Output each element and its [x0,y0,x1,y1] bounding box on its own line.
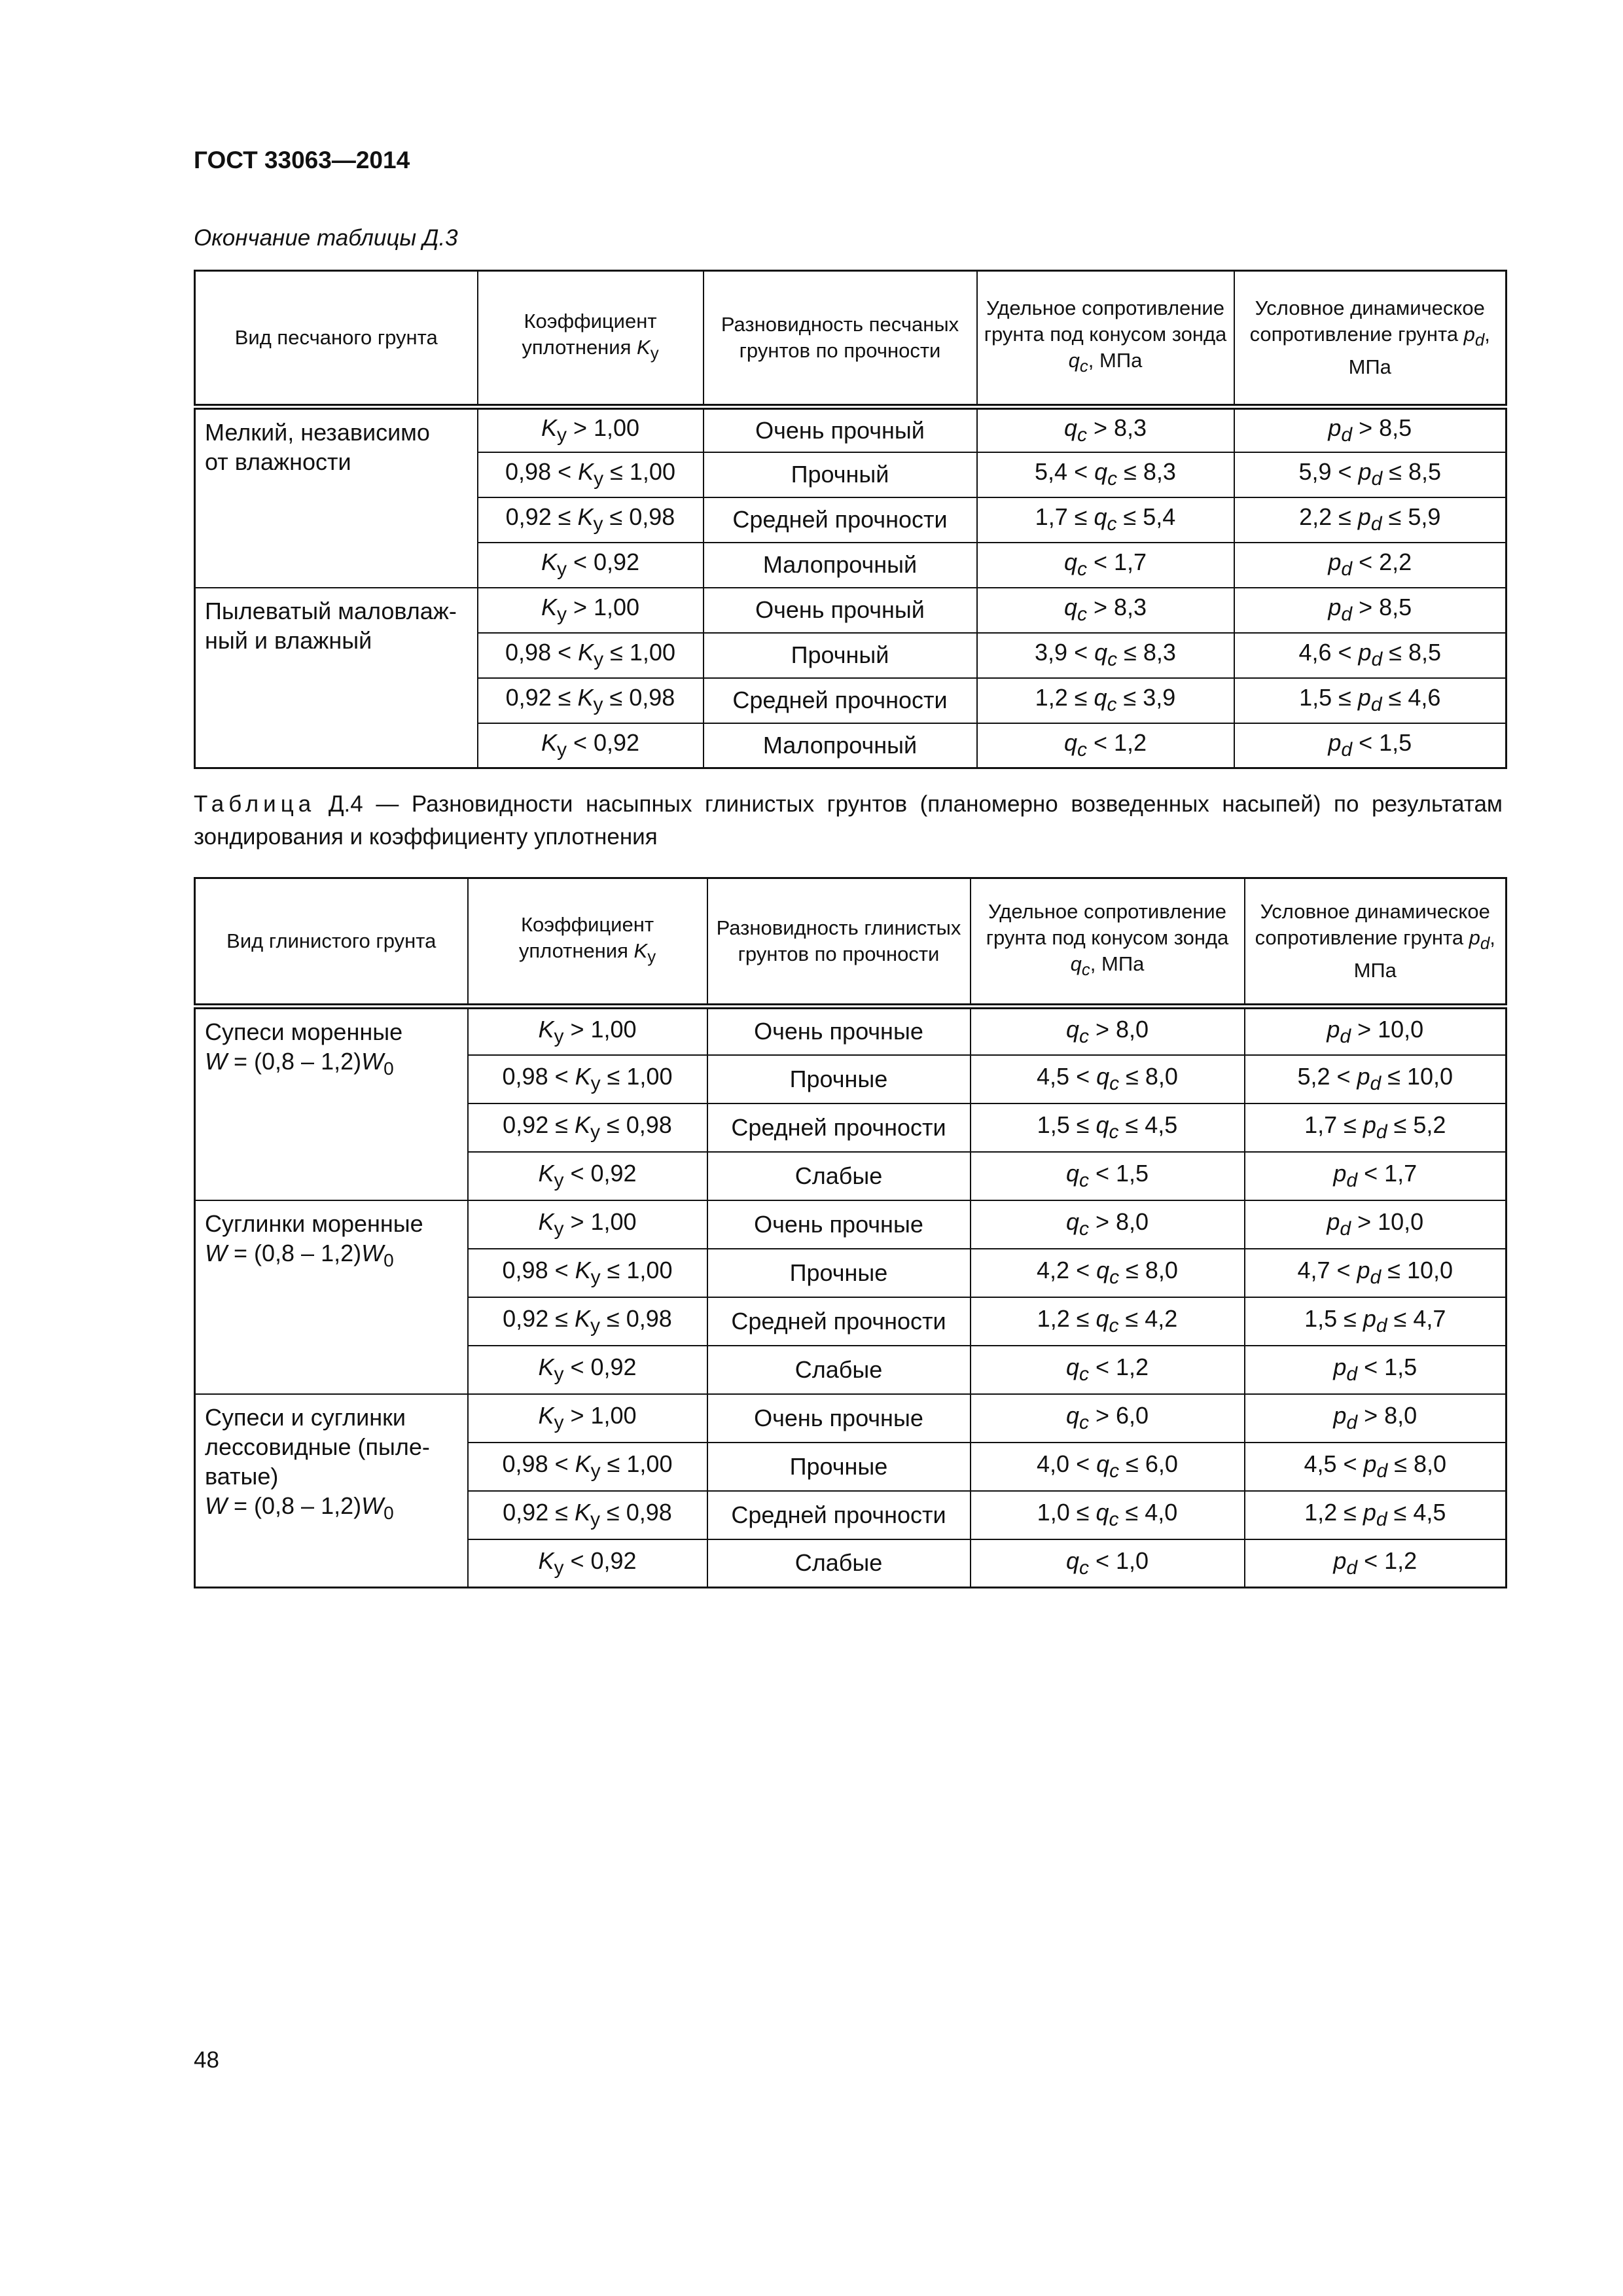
d4-strength-cell: Средней прочности [707,1103,971,1152]
d4-dynamic-resistance-cell: $4,5 < p_d \le 8,0$ [1245,1443,1507,1491]
d3-strength-cell: Средней прочности [704,678,977,723]
d4-cone-resistance-cell: $1,2 \le q_c \le 4,2$ [971,1297,1245,1346]
d4-strength-cell: Очень прочные [707,1007,971,1055]
table-d3-body [195,407,1507,768]
table-d4 [194,877,1507,1588]
d3-cone-resistance-cell: $q_c > 8,3$ [977,588,1234,633]
soil-type-line: Супеси моренные [205,1018,403,1045]
soil-type-line: от влажности [205,448,351,475]
d4-cone-resistance-cell: $q_c > 8,0$ [971,1200,1245,1249]
d3-compaction-cell: $K_у > 1,00$ [478,588,704,633]
table-d4-col-compaction: Коэффициент уплотнения $K_у$ [468,878,707,1007]
d3-cone-resistance-cell: $q_c < 1,2$ [977,723,1234,768]
d4-dynamic-resistance-cell: $p_d < 1,2$ [1245,1539,1507,1588]
table-d3-col-compaction: Коэффициент уплотнения $K_у$ [478,271,704,407]
d4-soil-type-cell [195,1200,468,1394]
soil-type-line: ный и влажный [205,626,372,654]
d3-strength-cell: Прочный [704,452,977,497]
table-d3-col-dynamic-resistance: Условное динамическое сопротивление грунта $p_d$, МПа [1234,271,1507,407]
page-number: 48 [194,2047,219,2073]
d3-dynamic-resistance-cell: $2,2 \le p_d \le 5,9$ [1234,497,1507,543]
table-d4-body [195,1007,1507,1588]
table-d4-header-row [195,878,1507,1007]
d4-compaction-cell: $K_у < 0,92$ [468,1346,707,1394]
d3-dynamic-resistance-cell: $p_d > 8,5$ [1234,407,1507,452]
d3-compaction-cell: $0,92 \le K_у \le 0,98$ [478,678,704,723]
d4-strength-cell: Очень прочные [707,1200,971,1249]
table-d4-col-strength-variety: Разновидность глинистых грунтов по прочности [707,878,971,1007]
table-d3-col-cone-resistance: Удельное сопротивление грунта под конусом зонда $q_c$, МПа [977,271,1234,407]
d3-dynamic-resistance-cell: $p_d < 2,2$ [1234,543,1507,588]
d4-cone-resistance-cell: $q_c > 6,0$ [971,1394,1245,1443]
soil-type-line: Пылеватый маловлаж- [205,597,457,624]
d4-compaction-cell: $0,92 \le K_у \le 0,98$ [468,1491,707,1539]
d4-strength-cell: Прочные [707,1055,971,1103]
d4-soil-type-cell [195,1394,468,1588]
d4-compaction-cell: $K_у < 0,92$ [468,1152,707,1200]
d4-dynamic-resistance-cell: $p_d > 8,0$ [1245,1394,1507,1443]
document-code: ГОСТ 33063—2014 [194,147,410,173]
d3-strength-cell: Очень прочный [704,407,977,452]
table-d3-header-row [195,271,1507,407]
d4-dynamic-resistance-cell: $p_d < 1,5$ [1245,1346,1507,1394]
d4-dynamic-resistance-cell: $5,2 < p_d \le 10,0$ [1245,1055,1507,1103]
d3-cone-resistance-cell: $q_c > 8,3$ [977,407,1234,452]
d4-strength-cell: Прочные [707,1443,971,1491]
table-d4-caption-text: Д.4 — Разновидности насыпных глинистых грунтов (планомерно возведенных насыпей) по результатам зондирования и коэффициенту уплотнения [194,791,1503,850]
table-d4-caption [194,788,1503,853]
table-d3-col-soil-type: Вид песчаного грунта [195,271,478,407]
d4-strength-cell: Слабые [707,1346,971,1394]
d4-compaction-cell: $0,98 < K_у \le 1,00$ [468,1443,707,1491]
d3-soil-type-cell [195,588,478,768]
d3-dynamic-resistance-cell: $p_d < 1,5$ [1234,723,1507,768]
d3-dynamic-resistance-cell: $4,6 < p_d \le 8,5$ [1234,633,1507,678]
moisture-formula: $W = (0,8 - 1,2)W_0$ [205,1048,394,1079]
table-d4-col-cone-resistance: Удельное сопротивление грунта под конусом зонда $q_c$, МПа [971,878,1245,1007]
d4-dynamic-resistance-cell: $p_d > 10,0$ [1245,1200,1507,1249]
table-d4-col-soil-type: Вид глинистого грунта [195,878,468,1007]
d4-cone-resistance-cell: $4,2 < q_c \le 8,0$ [971,1249,1245,1297]
d3-strength-cell: Средней прочности [704,497,977,543]
d4-dynamic-resistance-cell: $1,7 \le p_d \le 5,2$ [1245,1103,1507,1152]
d3-compaction-cell: $0,98 < K_у \le 1,00$ [478,452,704,497]
d3-strength-cell: Малопрочный [704,543,977,588]
d4-strength-cell: Слабые [707,1152,971,1200]
d4-dynamic-resistance-cell: $p_d > 10,0$ [1245,1007,1507,1055]
d3-cone-resistance-cell: $1,7 \le q_c \le 5,4$ [977,497,1234,543]
d3-dynamic-resistance-cell: $5,9 < p_d \le 8,5$ [1234,452,1507,497]
table-d3-continuation-label: Окончание таблицы Д.3 [194,225,458,251]
d4-strength-cell: Средней прочности [707,1491,971,1539]
d4-compaction-cell: $0,92 \le K_у \le 0,98$ [468,1103,707,1152]
table-row [195,407,1507,452]
d4-compaction-cell: $K_у > 1,00$ [468,1007,707,1055]
d4-cone-resistance-cell: $q_c < 1,0$ [971,1539,1245,1588]
d4-cone-resistance-cell: $4,0 < q_c \le 6,0$ [971,1443,1245,1491]
d3-compaction-cell: $0,98 < K_у \le 1,00$ [478,633,704,678]
d3-cone-resistance-cell: $3,9 < q_c \le 8,3$ [977,633,1234,678]
d3-compaction-cell: $K_у < 0,92$ [478,723,704,768]
d3-dynamic-resistance-cell: $1,5 \le p_d \le 4,6$ [1234,678,1507,723]
d4-cone-resistance-cell: $q_c > 8,0$ [971,1007,1245,1055]
d4-compaction-cell: $K_у < 0,92$ [468,1539,707,1588]
d4-strength-cell: Очень прочные [707,1394,971,1443]
d4-strength-cell: Средней прочности [707,1297,971,1346]
d3-strength-cell: Прочный [704,633,977,678]
d4-compaction-cell: $0,92 \le K_у \le 0,98$ [468,1297,707,1346]
d3-compaction-cell: $K_у > 1,00$ [478,407,704,452]
table-d4-col-dynamic-resistance: Условное динамическое сопротивление грунта $p_d$, МПа [1245,878,1507,1007]
d3-cone-resistance-cell: $5,4 < q_c \le 8,3$ [977,452,1234,497]
d4-soil-type-cell [195,1007,468,1200]
table-d3 [194,270,1507,769]
d4-dynamic-resistance-cell: $p_d < 1,7$ [1245,1152,1507,1200]
table-row [195,1007,1507,1055]
d4-cone-resistance-cell: $1,5 \le q_c \le 4,5$ [971,1103,1245,1152]
d4-cone-resistance-cell: $q_c < 1,2$ [971,1346,1245,1394]
d3-strength-cell: Очень прочный [704,588,977,633]
d3-compaction-cell: $K_у < 0,92$ [478,543,704,588]
d4-dynamic-resistance-cell: $1,5 \le p_d \le 4,7$ [1245,1297,1507,1346]
d4-cone-resistance-cell: $q_c < 1,5$ [971,1152,1245,1200]
d4-compaction-cell: $0,98 < K_у \le 1,00$ [468,1249,707,1297]
d4-compaction-cell: $0,98 < K_у \le 1,00$ [468,1055,707,1103]
table-row [195,1394,1507,1443]
table-row [195,588,1507,633]
table-row [195,1200,1507,1249]
moisture-formula: $W = (0,8 - 1,2)W_0$ [205,1239,394,1270]
d4-compaction-cell: $K_у > 1,00$ [468,1200,707,1249]
soil-type-line: лессовидные (пыле- [205,1433,430,1460]
soil-type-line: ватые) [205,1462,279,1490]
d4-compaction-cell: $K_у > 1,00$ [468,1394,707,1443]
soil-type-line: Суглинки моренные [205,1210,423,1237]
d4-cone-resistance-cell: $1,0 \le q_c \le 4,0$ [971,1491,1245,1539]
d3-cone-resistance-cell: $1,2 \le q_c \le 3,9$ [977,678,1234,723]
d3-soil-type-cell [195,407,478,588]
table-d3-col-strength-variety: Разновидность песчаных грунтов по прочности [704,271,977,407]
d3-dynamic-resistance-cell: $p_d > 8,5$ [1234,588,1507,633]
d4-strength-cell: Прочные [707,1249,971,1297]
d4-dynamic-resistance-cell: $4,7 < p_d \le 10,0$ [1245,1249,1507,1297]
d4-strength-cell: Слабые [707,1539,971,1588]
d3-cone-resistance-cell: $q_c < 1,7$ [977,543,1234,588]
d3-strength-cell: Малопрочный [704,723,977,768]
d4-cone-resistance-cell: $4,5 < q_c \le 8,0$ [971,1055,1245,1103]
soil-type-line: Мелкий, независимо [205,419,430,446]
d4-dynamic-resistance-cell: $1,2 \le p_d \le 4,5$ [1245,1491,1507,1539]
d3-compaction-cell: $0,92 \le K_у \le 0,98$ [478,497,704,543]
moisture-formula: $W = (0,8 - 1,2)W_0$ [205,1492,394,1523]
table-d4-caption-label: Таблица [194,791,316,817]
soil-type-line: Супеси и суглинки [205,1403,406,1431]
